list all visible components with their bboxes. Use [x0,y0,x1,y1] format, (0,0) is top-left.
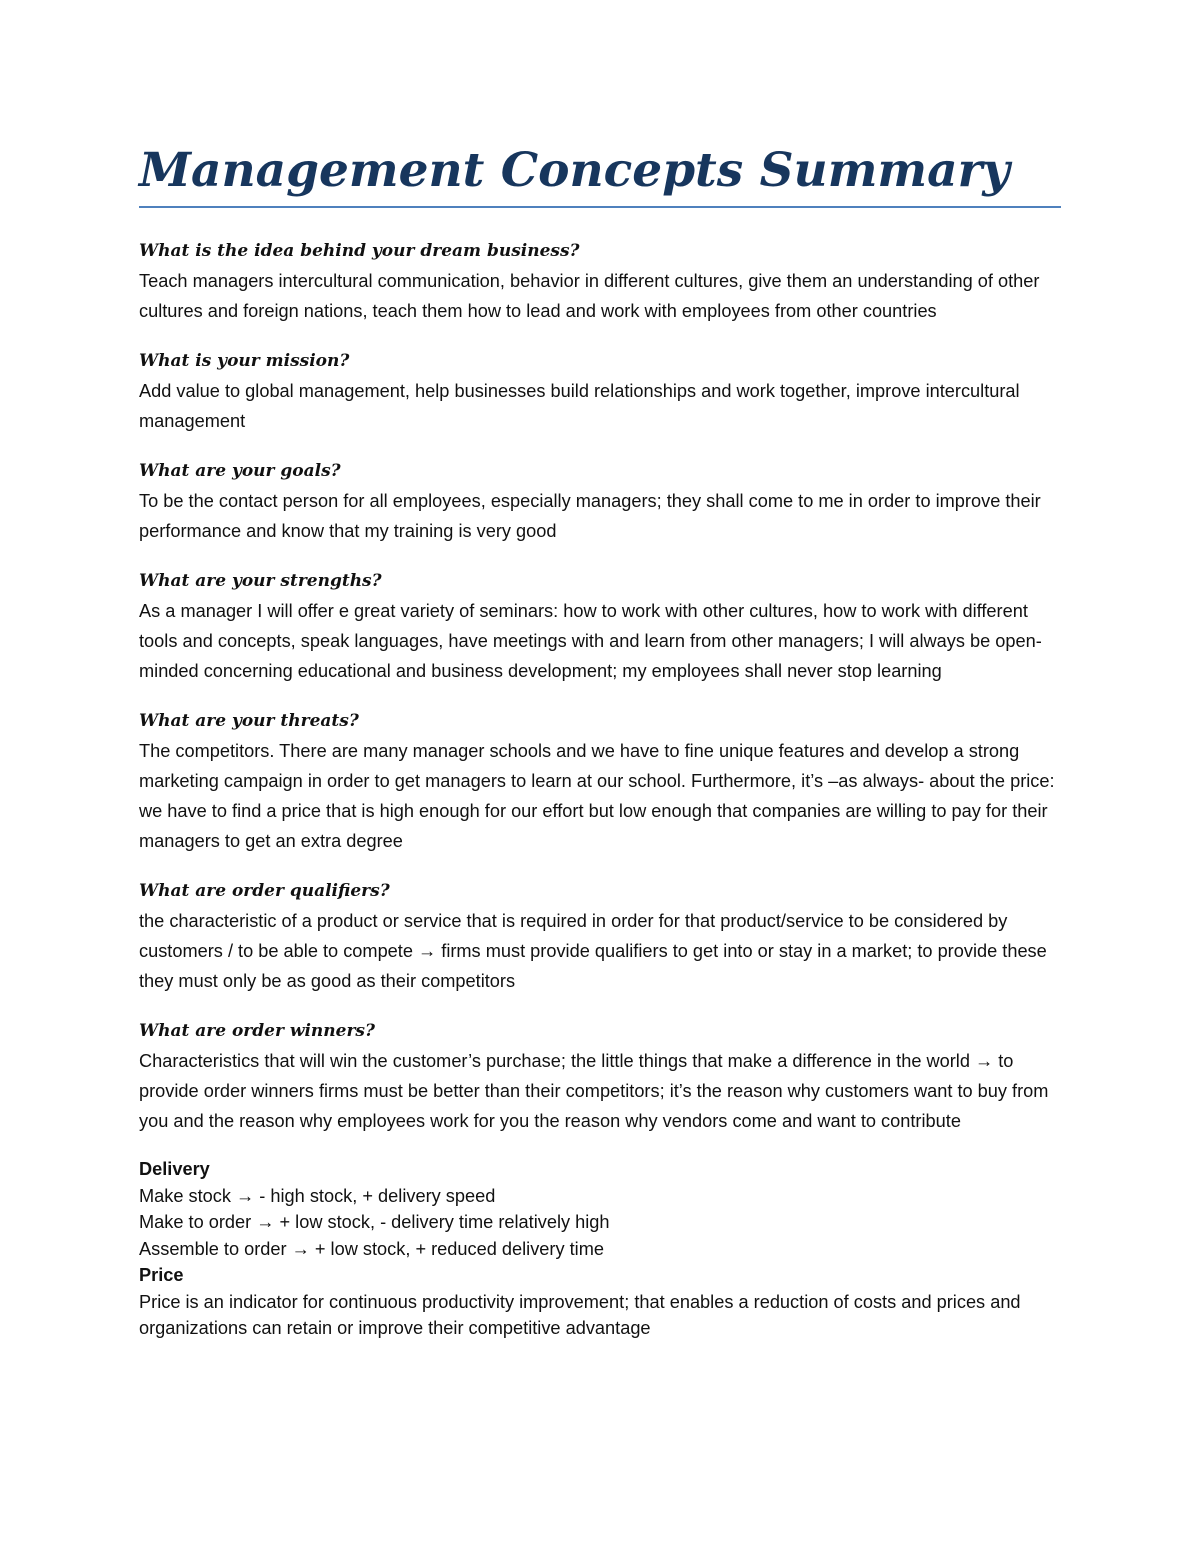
question-heading: What is your mission? [139,351,350,371]
qa-section-strengths [139,566,1061,686]
question-heading: What are your goals? [139,461,341,481]
delivery-heading: Delivery [139,1159,210,1179]
price-text: Price is an indicator for continuous productivity improvement; that enables a reduction of costs and prices and organizations can retain or improve their competitive advantage [139,1291,1021,1338]
question-heading: What are your threats? [139,711,359,731]
answer-text: Add value to global management, help businesses build relationships and work together, improve intercultural management [139,381,1020,431]
qa-section-order-winners [139,1016,1061,1136]
price-heading: Price [139,1265,184,1285]
qa-section-mission [139,346,1061,436]
question-heading: What are order qualifiers? [139,881,390,901]
question-heading: What is the idea behind your dream business? [139,241,580,261]
question-heading: What are order winners? [139,1021,375,1041]
spacer [139,856,1061,876]
delivery-line: Make to order → + low stock, - delivery time relatively high [139,1212,610,1232]
spacer [139,436,1061,456]
answer-text: Characteristics that will win the customer’s purchase; the little things that make a difference in the world → to provide order winners firms must be better than their competitors; it’s the reason why customers want to buy from you and the reason why employees work for you the reason why vendors come and want to contribute [139,1051,1049,1131]
qa-section-goals [139,456,1061,546]
delivery-line: Assemble to order → + low stock, + reduced delivery time [139,1238,604,1259]
spacer [139,326,1061,346]
qa-section-order-qualifiers [139,876,1061,996]
spacer [139,686,1061,706]
document-title: Management Concepts Summary [139,140,1061,208]
delivery-line: Make stock → - high stock, + delivery speed [139,1185,496,1206]
answer-text: Teach managers intercultural communication, behavior in different cultures, give them an understanding of other cultures and foreign nations, teach them how to lead and work with employees from other countries [139,271,1040,321]
answer-text: To be the contact person for all employees, especially managers; they shall come to me in order to improve their performance and know that my training is very good [139,491,1041,541]
answer-text: As a manager I will offer e great variety of seminars: how to work with other cultures, how to work with different tools and concepts, speak languages, have meetings with and learn from other managers; I will always be open-minded concerning educational and business development; my employees shall never stop learning [139,601,1042,681]
document-page [139,140,1061,1342]
spacer [139,546,1061,566]
delivery-section [139,1156,1061,1342]
answer-text: the characteristic of a product or service that is required in order for that product/service to be considered by customers / to be able to compete → firms must provide qualifiers to get into or stay in a market; to provide these they must only be as good as their competitors [139,911,1047,991]
spacer [139,996,1061,1016]
qa-section-idea [139,236,1061,326]
answer-text: The competitors. There are many manager schools and we have to fine unique features and develop a strong marketing campaign in order to get managers to learn at our school. Furthermore, it’s –as always- about the price: we have to find a price that is high enough for our effort but low enough that companies are willing to pay for their managers to get an extra degree [139,741,1055,851]
question-heading: What are your strengths? [139,571,382,591]
qa-section-threats [139,706,1061,856]
